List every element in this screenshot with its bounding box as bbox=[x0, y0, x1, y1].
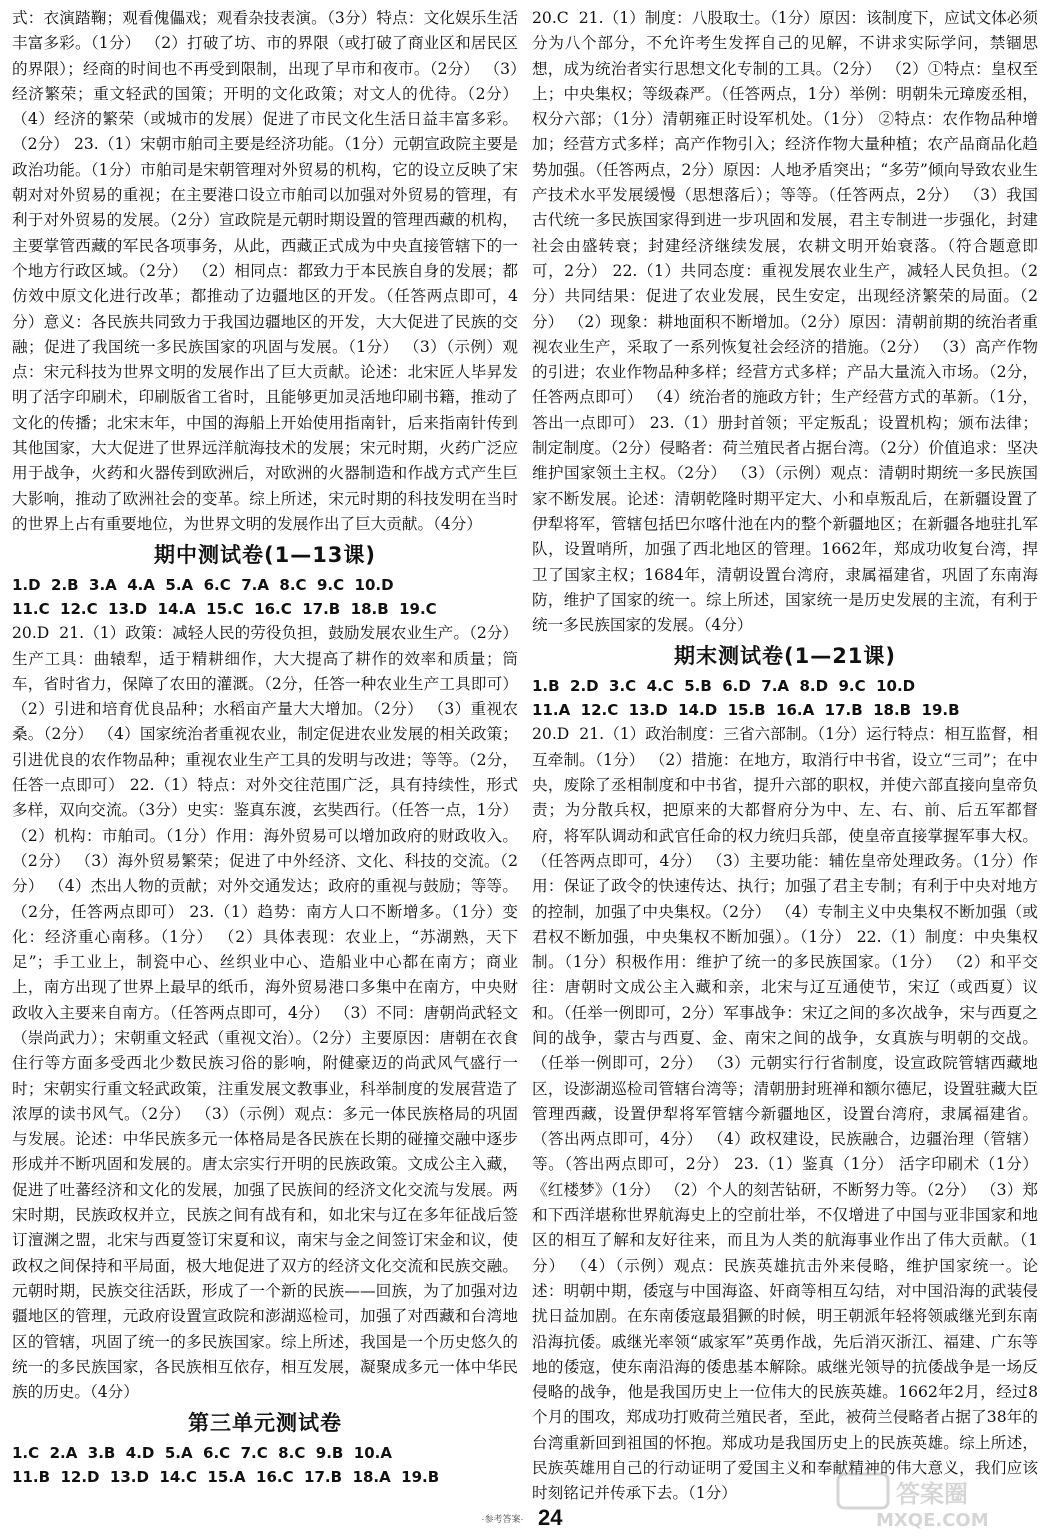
answer-text-block: 20.C 21.（1）制度：八股取士。（1分）原因：该制度下，应试文体必须分为八个部分，不允许考生发挥自己的见解，不讲求实际学问，禁锢思想，成为统治者实行思想文化专制的工具。（2分） （2）①特点：皇权至上；中央集权；等级森严。（任答两点，1分）举例：明朝朱元璋废丞相，权分六部；（1分）清朝雍正时设军机处。（1分） ②特点：农作物品种增加；经营方式多样；高产作物引入；经济作物大量种植；农产品商品化趋势加强。（任答两点，2分）原因：人地矛盾突出；“多劳”倾向导致农业生产技术水平发展缓慢（思想落后）；等等。（任答两点，2分） （3）我国古代统一多民族国家得到进一步巩固和发展，君主专制进一步强化，封建社会由盛转衰；封建经济继续发展，农耕文明开始衰落。（符合题意即可，2分） 22.（1）共同态度：重视发展农业生产，减轻人民负担。（2分）共同结果：促进了农业发展，民生安定，出现经济繁荣的局面。（2分） （2）现象：耕地面积不断增加。（2分）原因：清朝前期的统治者重视农业生产，采取了一系列恢复社会经济的措施。（2分） （3）高产作物的引进；农业作物品种多样；经营方式多样；产品大量流入市场。（2分，任答两点即可） （4）统治者的施政方针；生产经营方式的革新。（1分，答出一点即可） 23.（1）册封首领；平定叛乱；设置机构；颁布法律；制定制度。（2分）侵略者：荷兰殖民者占据台湾。（2分）价值追求：坚决维护国家领土主权。（2分） （3）（示例）观点：清朝时期统一多民族国家不断发展。论述：清朝乾隆时期平定大、小和卓叛乱后，在新疆设置了伊犁将军，管辖包括巴尔喀什池在内的整个新疆地区；在新疆各地驻扎军队，设置哨所，加强了西北地区的管理。1662年，郑成功收复台湾，捍卫了国家主权；1684年，清朝设置台湾府，隶属福建省，巩固了东南海防，维护了国家的统一。综上所述，国家统一是历史发展的主流，有利于统一多民族国家的发展。（4分） bbox=[532, 9, 1038, 635]
footer-tag: ·参考答案· bbox=[481, 1513, 524, 1524]
unit3-choice-answers-row-1: 1.C 2.A 3.B 4.D 5.A 6.C 7.C 8.C 9.B 10.A bbox=[12, 1444, 392, 1463]
midterm-section-title: 期中测试卷(1—13课) bbox=[153, 543, 377, 568]
unit3-choice-answers-row-2: 11.B 12.D 13.D 14.C 15.A 16.C 17.B 18.A 19.B bbox=[12, 1468, 440, 1487]
final-section-title: 期末测试卷(1—21课) bbox=[673, 644, 897, 669]
unit3-section-title: 第三单元测试卷 bbox=[188, 1411, 342, 1436]
watermark-text: 答案圈 bbox=[896, 1480, 968, 1508]
midterm-choice-answers-row-2: 11.C 12.C 13.D 14.A 15.C 16.C 17.B 18.B 19.C bbox=[12, 600, 437, 619]
final-choice-answers-row-2: 11.A 12.C 13.D 14.D 15.B 16.A 17.B 18.B 19.B bbox=[532, 701, 960, 720]
answer-text-block: 20.D 21.（1）政策：减轻人民的劳役负担，鼓励发展农业生产。（2分）生产工具：曲辕犁，适于精耕细作，大大提高了耕作的效率和质量；筒车，省时省力，保障了农田的灌溉。（2分，任答一种农业生产工具即可） （2）引进和培育优良品种；水稻亩产量大大增加。（2分） （3）重视农桑。（2分） （4）国家统治者重视农业，制定促进农业发展的相关政策；引进优良的农作物品种；重视农业生产工具的发明与改进；等等。（2分，任答一点即可） 22.（1）特点：对外交往范围广泛，具有持续性，形式多样，双向交流。（3分）史实：鉴真东渡，玄奘西行。（任答一点，1分） （2）机构：市舶司。（1分）作用：海外贸易可以增加政府的财政收入。（2分） （3）海外贸易繁荣；促进了中外经济、文化、科技的交流。（2分） （4）杰出人物的贡献；对外交通发达；政府的重视与鼓励；等等。（2分，任答两点即可） 23.（1）趋势：南方人口不断增多。（1分）变化：经济重心南移。（1分） （2）具体表现：农业上，“苏湖熟，天下足”；手工业上，制瓷中心、丝织业中心、造船业中心都在南方；商业上，南方出现了世界上最早的纸币，海外贸易港口多集中在南方，中央财政收入主要来自南方。（任答两点即可，4分） （3）不同：唐朝尚武轻文（崇尚武力）；宋朝重文轻武（重视文治）。（2分）主要原因：唐朝在衣食住行等方面多受西北少数民族习俗的影响，附健豪迈的尚武风气盛行一时；宋朝实行重文轻武政策，注重发展文教事业，科举制度的发展营造了浓厚的读书风气。（2分） （3）（示例）观点：多元一体民族格局的巩固与发展。论述：中华民族多元一体格局是各民族在长期的碰撞交融中逐步形成并不断巩固和发展的。唐太宗实行开明的民族政策。文成公主入藏，促进了吐蕃经济和文化的发展，加强了民族间的经济文化交流与发展。两宋时期，民族政权并立，民族之间有战有和，如北宋与辽在多年征战后签订澶渊之盟，北宋与西夏签订宋夏和议，南宋与金之间签订宋金和议，使政权之间保持和平局面，极大地促进了双方的经济文化交流和民族交融。元朝时期，民族交往活跃，形成了一个新的民族——回族，为了加强对边疆地区的管理，元政府设置宣政院和澎湖巡检司，加强了对西藏和台湾地区的管辖，巩固了统一的多民族国家。综上所述，我国是一个历史悠久的统一的多民族国家，各民族相互依存，相互发展，凝聚成多元一体中华民族的历史。（4分） bbox=[12, 624, 523, 1402]
answer-text-block: 式：衣演踏鞠；观看傀儡戏；观看杂技表演。（3分）特点：文化娱乐生活丰富多彩。（1分） （2）打破了坊、市的界限（或打破了商业区和居民区的界限）；经商的时间也不再受到限制，出现了早市和夜市。（2分） （3）经济繁荣；重文轻武的国策；开明的文化政策；对文人的优待。（2分） （4）经济的繁荣（或城市的发展）促进了市民文化生活日益丰富多彩。（2分） 23.（1）宋朝市舶司主要是经济功能。（1分）元朝宣政院主要是政治功能。（1分）市舶司是宋朝管理对外贸易的机构，它的设立反映了宋朝对对外贸易的重视；在主要港口设立市舶司以加强对外贸易的管理，有利于对外贸易的发展。（2分）宣政院是元朝时期设置的管理西藏的机构，主要掌管西藏的军民各项事务，从此，西藏正式成为中央直接管辖下的一个地方行政区域。（2分） （2）相同点：都致力于本民族自身的发展；都仿效中原文化进行改革；都推动了边疆地区的开发。（任答两点即可，4分）意义：各民族共同致力于我国边疆地区的开发，大大促进了民族的交融；促进了我国统一多民族国家的巩固与发展。（1分） （3）（示例）观点：宋元科技为世界文明的发展作出了巨大贡献。论述：北宋匠人毕昇发明了活字印刷术，印刷版省工省时，且能够更加灵活地印刷书籍，推动了文化的传播；北宋末年，中国的海船上开始使用指南针，后来指南针传到其他国家，大大促进了世界远洋航海技术的发展；宋元时期，火药广泛应用于战争，火药和火器传到欧洲后，对欧洲的火器制造和作战方式产生巨大影响，推动了欧洲社会的变革。综上所述，宋元时期的科技发明在当时的世界上占有重要地位，为世界文明的发展作出了巨大贡献。（4分） bbox=[12, 9, 523, 533]
watermark-logo bbox=[836, 1470, 1036, 1532]
answer-text-block: 20.D 21.（1）政治制度：三省六部制。（1分）运行特点：相互监督，相互牵制。（1分） （2）措施：在地方，取消行中书省，设立“三司”；在中央，废除了丞相制度和中书省，提升六部的职权，并使六部直接向皇帝负责；为分散兵权，把原来的大都督府分为中、左、右、前、后五军都督府，将军队调动和武官任命的权力统归兵部，使皇帝直接掌握军事大权。（任答两点即可，4分） （3）主要功能：辅佐皇帝处理政务。（1分）作用：保证了政令的快速传达、执行；加强了君主专制；有利于中央对地方的控制，加强了中央集权。（2分） （4）专制主义中央集权不断加强（或君权不断加强，中央集权不断加强）。（1分） 22.（1）制度：中央集权制。（1分）积极作用：维护了统一的多民族国家。（1分） （2）和平交往：唐朝时文成公主入藏和亲，北宋与辽互通使节，宋辽（或西夏）议和。（任举一例即可，2分）军事战争：宋辽之间的多次战争，宋与西夏之间的战争，蒙古与西夏、金、南宋之间的战争，女真族与明朝的交战。（任举一例即可，2分） （3）元朝实行行省制度，设宣政院管辖西藏地区，设澎湖巡检司管辖台湾等；清朝册封班禅和额尔德尼，设置驻藏大臣管理西藏，设置伊犁将军管辖今新疆地区，设置台湾府，隶属福建省。（答出两点即可，4分） （4）政权建设，民族融合，边疆治理（管辖）等。（答出两点即可，2分） 23.（1）鉴真（1分） 活字印刷术（1分） 《红楼梦》（1分） （2）个人的刻苦钻研，不断努力等。（2分） （3）郑和下西洋堪称世界航海史上的空前壮举，不仅增进了中国与亚非国家和地区的相互了解和友好往来，而且为人类的航海事业作出了伟大贡献。（1分） （4）（示例）观点：民族英雄抗击外来侵略，维护国家统一。论述：明朝中期，倭寇与中国海盗、奸商等相互勾结，对中国沿海的武装侵扰日益加剧。在东南倭寇最猖獗的时候，明王朝派年轻将领戚继光到东南沿海抗倭。戚继光率领“戚家军”英勇作战，先后消灭浙江、福建、广东等地的倭寇，使东南沿海的倭患基本解除。戚继光领导的抗倭战争是一场反侵略的战争，他是我国历史上一位伟大的民族英雄。1662年2月，经过8个月的围攻，郑成功打败荷兰殖民者，至此，被荷兰侵略者占据了38年的台湾重新回到祖国的怀抱。郑成功是我国历史上的民族英雄。综上所述，民族英雄用自己的行动证明了爱国主义和奉献精神的伟大意义，我们应该时刻铭记并传承下去。（1分） bbox=[532, 725, 1043, 1503]
midterm-choice-answers-row-1: 1.D 2.B 3.A 4.A 5.A 6.C 7.A 8.C 9.C 10.D bbox=[12, 576, 394, 595]
right-column bbox=[532, 6, 1043, 1507]
page-number: 24 bbox=[537, 1505, 563, 1530]
left-column bbox=[12, 6, 523, 1489]
watermark-url: MXQE.COM bbox=[876, 1510, 989, 1531]
final-choice-answers-row-1: 1.B 2.D 3.C 4.C 5.B 6.D 7.A 8.D 9.C 10.D bbox=[532, 677, 916, 696]
